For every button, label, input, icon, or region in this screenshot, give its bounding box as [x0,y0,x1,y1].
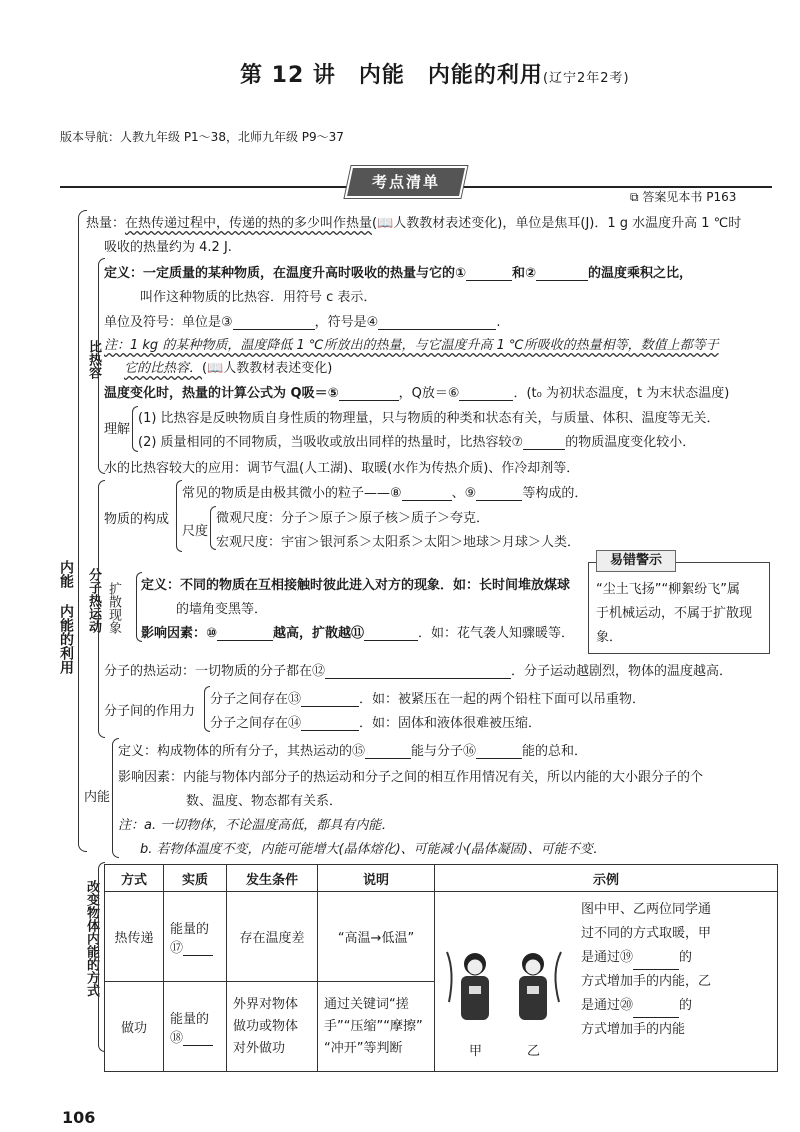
mm-thermal: 分子的热运动：一切物质的分子都在⑫ ．分子运动越剧烈，物体的温度越高． [104,664,733,679]
title-note: (辽宁2年2考) [542,71,630,86]
understanding-label: 理解 [104,422,131,437]
warning-line-2: 于机械运动，不属于扩散现 [596,606,753,621]
ie-factor-2: 数、温度、物态都有关系． [186,794,343,809]
mm-diffusion-factor: 影响因素：⑩ 越高，扩散越⑪ ．如：花气袭人知骤暖等． [141,626,575,641]
row1-condition: 存在温度差 [227,892,318,982]
row2-note: 通过关键词“搓 手”“压缩”“摩擦” “冲开”等判断 [318,982,435,1072]
row2-mode: 做功 [105,982,164,1072]
page-title [240,58,630,89]
specific-heat-bracket [98,258,105,474]
specific-heat-label: 比热容 [86,340,101,379]
heat-line-1: 热量：在热传递过程中，传递的热的多少叫作热量(📖人教教材表述变化)，单位是焦耳(J)．1 g 水温度升高 1 ℃时 [86,216,742,231]
mm-force-b: 分子之间存在⑭ ．如：固体和液体很难被压缩． [210,716,542,731]
warning-head: 易错警示 [596,550,676,572]
ie-factor-1: 影响因素：内能与物体内部分子的热运动和分子之间的相互作用情况有关，所以内能的大小跟分子的个 [118,770,704,785]
intermolecular-label: 分子间的作用力 [104,704,196,719]
row1-essence: 能量的 ⑰ [164,892,227,982]
warning-line-1: “尘土飞扬”“柳絮纷飞”属 [596,582,740,597]
textbook-icon: 📖 [377,216,394,231]
header-condition: 发生条件 [227,865,318,892]
mm-macro: 宏观尺度：宇宙＞银河系＞太阳系＞太阳＞地球＞月球＞人类． [216,535,581,550]
mm-diffusion-def-2: 的墙角变黑等． [176,602,268,617]
example-text: 图中甲、乙两位同学通 过不同的方式取暖，甲 是通过⑲ 的 方式增加手的内能，乙 是通过⑳ 的 方式增加手的内能 [581,902,712,1037]
sh-understand-2: (2) 质量相同的不同物质，当吸收或放出同样的热量时，比热容较⑦ 的物质温度变化较小． [138,435,696,450]
sh-water: 水的比热容较大的应用：调节气温(人工湖)、取暖(水作为传热介质)、作冷却剂等． [104,461,580,476]
main-bracket [78,210,87,852]
example-cell [435,892,778,1072]
internal-energy-label: 内能 [84,790,111,805]
sh-understand-1: (1) 比热容是反映物质自身性质的物理量，只与物质的种类和状态有关，与质量、体积、温度等无关． [138,411,720,426]
title-main: 第 12 讲 内能 内能的利用 [240,63,543,88]
row1-mode: 热传递 [105,892,164,982]
mm-structure-1: 常见的物质是由极其微小的粒子——⑧ 、⑨ 等构成的． [182,486,588,501]
row2-condition: 外界对物体 做功或物体 对外做功 [227,982,318,1072]
textbook-icon: 📖 [207,361,224,376]
header-note: 说明 [318,865,435,892]
sh-formula: 温度变化时，热量的计算公式为 Q吸＝⑤ ，Q放＝⑥ ．(t₀ 为初状态温度，t 为末状态温度) [104,386,730,401]
ie-note-b: b. 若物体温度不变，内能可能增大(晶体熔化)、可能减小(晶体凝固)、可能不变． [140,842,606,857]
children-figure [441,942,567,1038]
page-number: 106 [62,1108,96,1127]
header-example: 示例 [435,865,778,892]
mm-diffusion-def-1: 定义：不同的物质在互相接触时彼此进入对方的现象．如：长时间堆放煤球 [141,578,571,593]
change-methods-label: 改变物体内能的方式 [84,880,99,997]
structure-label: 物质的构成 [104,512,170,527]
mm-force-a: 分子之间存在⑬ ．如：被紧压在一起的两个铅柱下面可以吊重物． [210,692,646,707]
book-icon: ⧉ [630,190,639,204]
section-tag: 考点清单 [345,166,468,198]
answer-ref: ⧉ 答案见本书 P163 [630,190,737,204]
sh-note-2: 它的比热容．(📖人教教材表述变化) [124,361,333,376]
methods-table [104,864,778,1072]
ie-def: 定义：构成物体的所有分子，其热运动的⑮ 能与分子⑯ 能的总和． [118,744,588,759]
mm-micro: 微观尺度：分子＞原子＞原子核＞质子＞夸克． [216,511,490,526]
edition-nav: 版本导航：人教九年级 P1～38，北师九年级 P9～37 [60,130,344,144]
row2-essence: 能量的 ⑱ [164,982,227,1072]
header-mode: 方式 [105,865,164,892]
warning-line-3: 象． [596,630,623,645]
fig-label-yi: 乙 [527,1044,541,1059]
sh-def-1: 定义：一定质量的某种物质，在温度升高时吸收的热量与它的① 和② 的温度乘积之比， [104,266,693,281]
heat-line-2: 吸收的热量约为 4.2 J. [104,240,232,255]
header-essence: 实质 [164,865,227,892]
row1-note: “高温→低温” [318,892,435,982]
scale-label: 尺度 [182,524,209,539]
ie-note-a: 注：a. 一切物体，不论温度高低，都具有内能． [118,818,395,833]
sh-def-2: 叫作这种物质的比热容．用符号 c 表示． [140,290,377,305]
sh-unit: 单位及符号：单位是③ ，符号是④ . [104,315,501,330]
main-side-label: 内能 内能的利用 [58,560,74,674]
diffusion-label: 扩散现象 [106,582,121,634]
molecular-motion-label: 分子热运动 [86,568,101,633]
fig-label-jia: 甲 [469,1044,483,1059]
sh-note-1: 注：1 kg 的某种物质，温度降低 1 ℃所放出的热量，与它温度升高 1 ℃所吸收的热量相等，数值上都等于 [104,338,719,353]
